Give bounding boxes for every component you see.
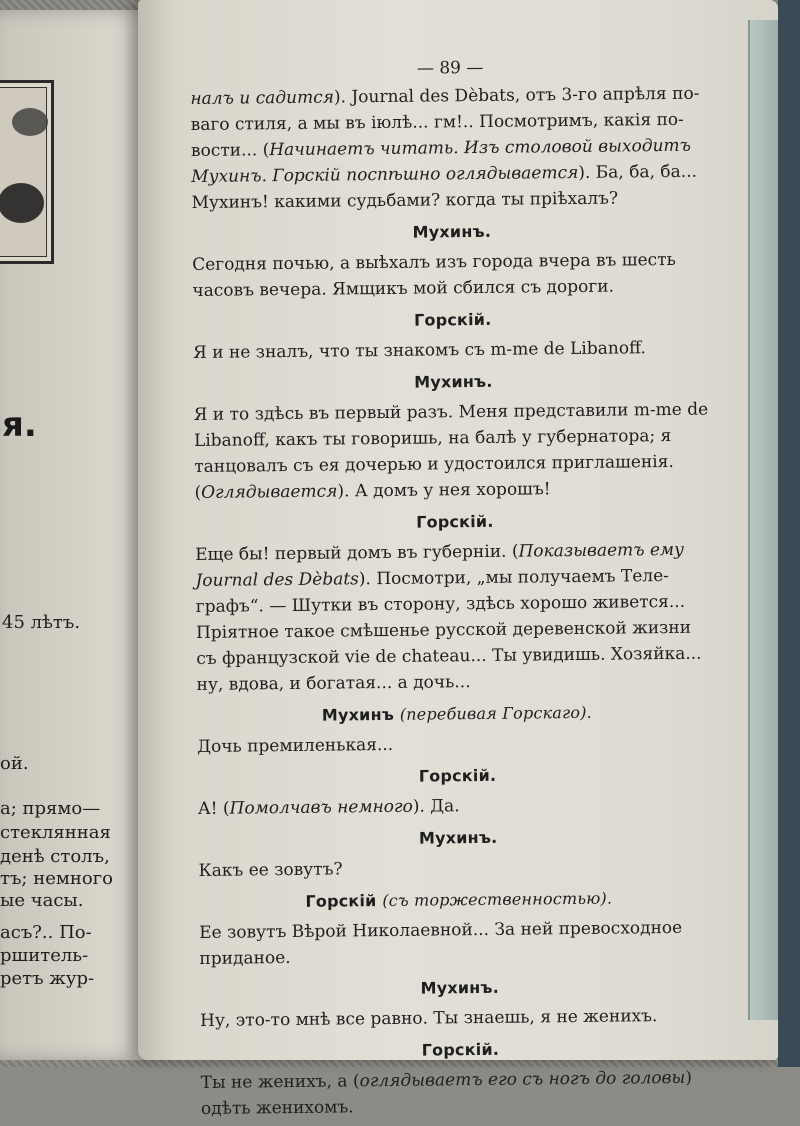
stage-direction: Начинаетъ читать. Изъ столовой выходитъ Мухинъ. Горскій поспѣшно оглядывается bbox=[191, 135, 692, 187]
left-fragment: а; прямо— bbox=[0, 798, 101, 819]
dialogue-paragraph bbox=[194, 397, 715, 506]
speaker-name bbox=[200, 973, 720, 1004]
text-run: ). Да. bbox=[412, 796, 460, 817]
dialogue-paragraph bbox=[199, 915, 720, 972]
page-stack-edge bbox=[748, 20, 778, 1020]
text-run: Еще бы! первый домъ въ губерніи. ( bbox=[195, 541, 519, 565]
text-run: ) одѣть женихомъ. bbox=[200, 1067, 693, 1119]
dialogue-paragraph bbox=[198, 853, 718, 884]
ornament-illustration bbox=[0, 80, 54, 264]
text-run: Горскій bbox=[305, 891, 383, 911]
book-cover-edge bbox=[778, 0, 800, 1067]
text-run: Ну, это-то мнѣ все равно. Ты знаешь, я не женихъ. bbox=[199, 1006, 658, 1031]
stage-direction: Помолчавъ немного bbox=[229, 796, 413, 819]
stage-direction: (перебивая Горскаго). bbox=[399, 702, 592, 724]
speaker-name bbox=[197, 761, 717, 792]
speaker-name bbox=[199, 885, 719, 916]
text-run: Мухинъ. bbox=[420, 977, 500, 998]
text-run: Мухинъ. bbox=[418, 827, 498, 848]
page-text bbox=[190, 53, 721, 1126]
left-fragment: ой. bbox=[0, 753, 29, 774]
text-run: Мухинъ. bbox=[412, 221, 492, 242]
speaker-name bbox=[198, 823, 718, 854]
text-run: Горскій. bbox=[416, 511, 494, 532]
dialogue-paragraph bbox=[201, 1064, 722, 1121]
dialogue-paragraph bbox=[190, 81, 711, 216]
speaker-name bbox=[192, 217, 712, 248]
stage-direction: налъ и садится bbox=[190, 87, 335, 109]
left-fragment: ретъ жур- bbox=[0, 968, 95, 989]
text-run: Сегодня почью, а выѣхалъ изъ города вчера въ шесть часовъ вечера. Ямщикъ мой сбился съ дороги. bbox=[192, 249, 676, 301]
text-run: А! ( bbox=[197, 798, 230, 819]
text-run: Горскій. bbox=[413, 309, 492, 330]
text-run: Ее зовутъ Вѣрой Николаевной... За ней превосходное приданое. bbox=[199, 917, 683, 969]
dialogue-blocks bbox=[190, 81, 721, 1122]
left-fragment: денѣ столъ, bbox=[0, 846, 110, 867]
text-run: ). А домъ у нея хорошъ! bbox=[337, 479, 551, 502]
left-fragment: ые часы. bbox=[0, 890, 84, 911]
left-fragment: 45 лѣтъ. bbox=[2, 612, 81, 633]
dialogue-paragraph bbox=[195, 537, 717, 698]
stage-direction: оглядываетъ его съ ногъ до головы bbox=[359, 1067, 686, 1092]
text-run: Я и не зналъ, что ты знакомъ съ m-me de Libanoff. bbox=[192, 338, 646, 363]
text-run: Ты не женихъ, а ( bbox=[200, 1071, 360, 1093]
stage-direction: (съ торжественностью). bbox=[382, 888, 613, 911]
left-fragment: ршитель- bbox=[0, 945, 89, 966]
text-run: ). Journal des Dèbats, отъ 3-го апрѣля поваго стиля, а мы въ іюлѣ... гм!.. Посмотримъ, какія повости... ( bbox=[190, 83, 700, 161]
text-run: Дочь премиленькая... bbox=[197, 734, 394, 757]
text-run: Горскій. bbox=[418, 765, 497, 786]
text-run: Мухинъ. bbox=[414, 371, 493, 392]
left-fragment: асъ?.. По- bbox=[0, 922, 92, 943]
text-run: ). Посмотри, „мы получаемъ Телеграфъ“. — Шутки въ сторону, здѣсь хорошо живется... Пріятное такое смѣшенье русской деревенской жизни съ французской vie de chateau... Ты увидишь. Хозяйка... ну, вдова, и богатая... а дочь... bbox=[195, 566, 702, 695]
left-fragment: стеклянная bbox=[0, 822, 111, 843]
text-run: ). Ба, ба, ба... Мухинъ! какими судьбами? когда ты пріѣхалъ? bbox=[191, 161, 698, 213]
left-fragment: тъ; немного bbox=[0, 868, 113, 889]
dialogue-paragraph bbox=[192, 247, 713, 304]
text-run: Мухинъ bbox=[321, 704, 400, 725]
stage-direction: Показываетъ ему Journal des Dèbats bbox=[195, 539, 685, 591]
text-run: Я и то здѣсь въ первый разъ. Меня представили m-me de Libanoff, какъ ты говоришь, на балѣ у губернатора; я танцовалъ съ ея дочерью и удостоился приглашенія. ( bbox=[193, 399, 709, 503]
speaker-name bbox=[200, 1035, 720, 1066]
text-run: Какъ ее зовутъ? bbox=[198, 859, 343, 881]
speaker-name bbox=[193, 367, 713, 398]
dialogue-paragraph bbox=[193, 335, 713, 366]
dialogue-paragraph bbox=[200, 1003, 720, 1034]
speaker-name bbox=[195, 507, 715, 538]
dialogue-paragraph bbox=[198, 791, 718, 822]
page-number: — 89 — bbox=[416, 57, 484, 79]
stage-direction: Оглядывается bbox=[201, 481, 338, 503]
text-run: Горскій. bbox=[421, 1039, 500, 1060]
dialogue-paragraph bbox=[197, 729, 717, 760]
speaker-name bbox=[197, 699, 717, 730]
left-heading-fragment: я. bbox=[2, 405, 37, 445]
speaker-name bbox=[193, 305, 713, 336]
